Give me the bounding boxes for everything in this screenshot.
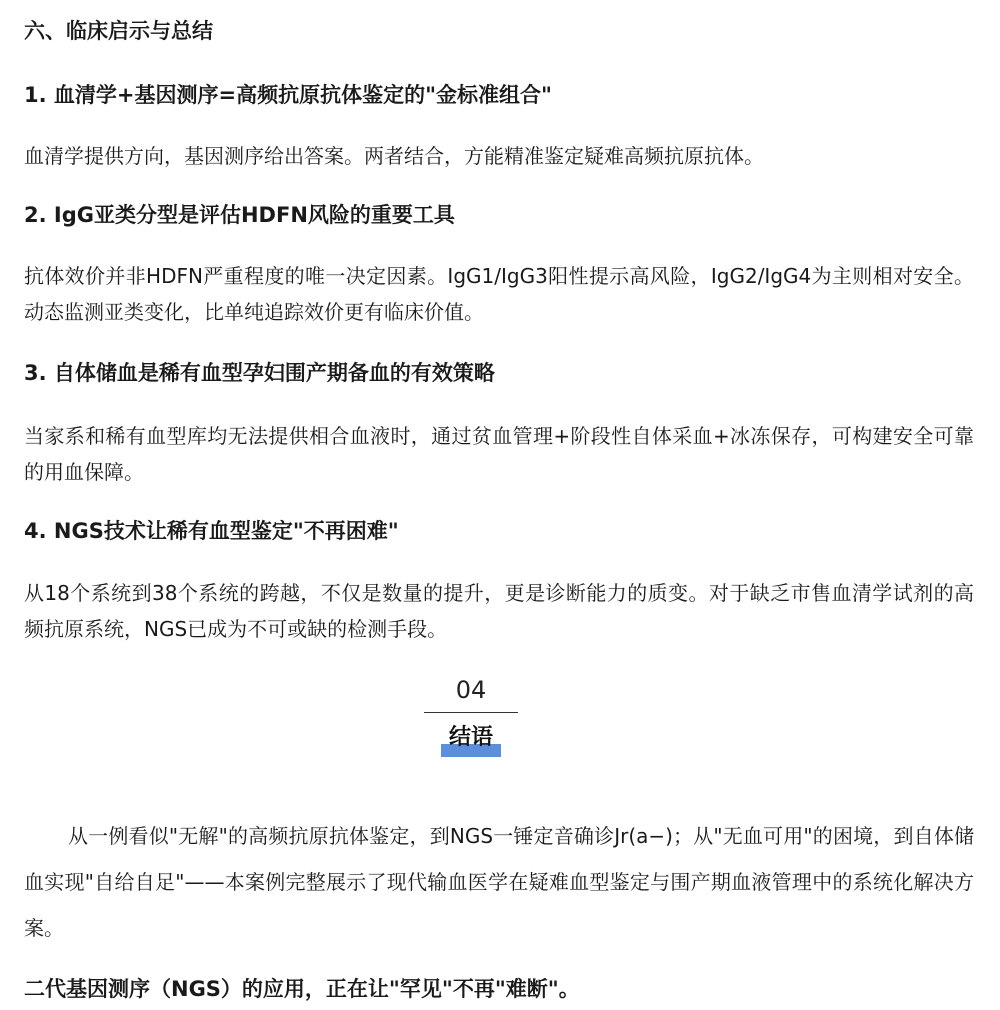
summary-item-2-body: 抗体效价并非HDFN严重程度的唯一决定因素。IgG1/IgG3阳性提示高风险，IgG2/IgG4为主则相对安全。动态监测亚类变化，比单纯追踪效价更有临床价值。 (24, 264, 974, 324)
summary-item-4-heading: 4. NGS技术让稀有血型鉴定"不再困难" (24, 519, 399, 543)
divider-line (424, 712, 518, 713)
section-number: 04 (455, 676, 487, 704)
section-title: 结语 (448, 725, 493, 750)
summary-item-2-heading: 2. IgG亚类分型是评估HDFN风险的重要工具 (24, 203, 455, 227)
section-divider (424, 672, 518, 753)
summary-item-1-body: 血清学提供方向，基因测序给出答案。两者结合，方能精准鉴定疑难高频抗原抗体。 (24, 144, 764, 168)
closing-statement: 二代基因测序（NGS）的应用，正在让"罕见"不再"难断"。 (24, 977, 580, 1001)
summary-item-4-body: 从18个系统到38个系统的跨越，不仅是数量的提升，更是诊断能力的质变。对于缺乏市售血清学试剂的高频抗原系统，NGS已成为不可或缺的检测手段。 (24, 581, 974, 641)
conclusion-paragraph: 从一例看似"无解"的高频抗原抗体鉴定，到NGS一锤定音确诊Jr(a−)；从"无血可用"的困境，到自体储血实现"自给自足"——本案例完整展示了现代输血医学在疑难血型鉴定与围产期血液管理中的系统化解决方案。 (24, 824, 974, 940)
summary-item-3-body: 当家系和稀有血型库均无法提供相合血液时，通过贫血管理+阶段性自体采血+冰冻保存，可构建安全可靠的用血保障。 (24, 424, 974, 484)
summary-item-1-heading: 1. 血清学+基因测序=高频抗原抗体鉴定的"金标准组合" (24, 83, 552, 107)
summary-title: 六、临床启示与总结 (24, 19, 213, 43)
summary-item-3-heading: 3. 自体储血是稀有血型孕妇围产期备血的有效策略 (24, 361, 495, 385)
section-title-wrap (449, 723, 493, 753)
